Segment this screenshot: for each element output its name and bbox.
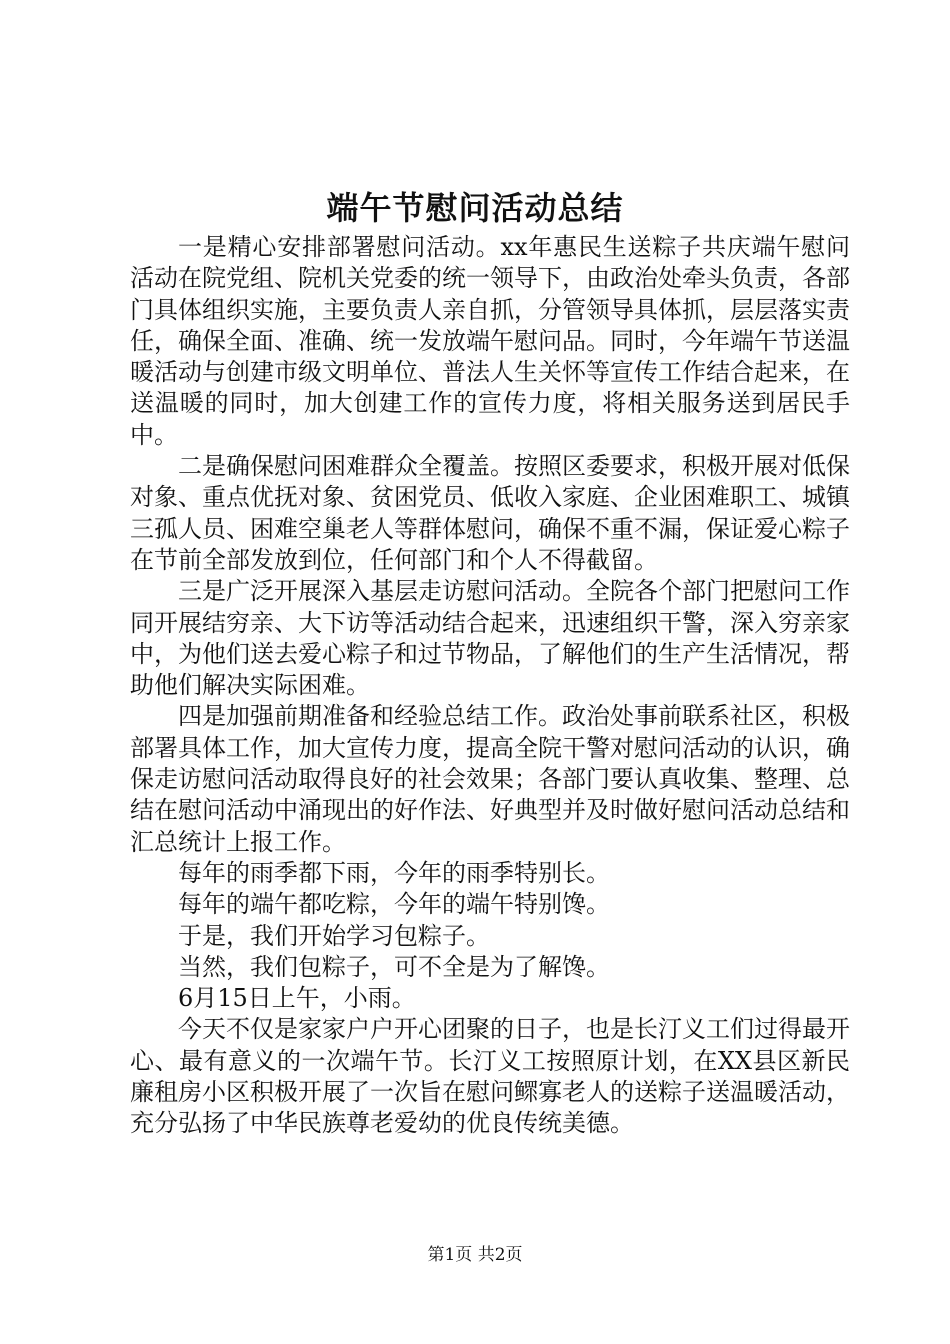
paragraph-4: 四是加强前期准备和经验总结工作。政治处事前联系社区，积极部署具体工作，加大宣传力度，提高全院干警对慰问活动的认识，确保走访慰问活动取得良好的社会效果；各部门要认真收集、整理、总结在慰问活动中涌现出的好作法、好典型并及时做好慰问活动总结和汇总统计上报工作。	[130, 702, 850, 856]
paragraph-7: 于是，我们开始学习包粽子。	[178, 921, 490, 950]
document-body	[130, 232, 850, 1140]
paragraph-8: 当然，我们包粽子，可不全是为了解馋。	[178, 952, 610, 981]
paragraph-2: 二是确保慰问困难群众全覆盖。按照区委要求，积极开展对低保对象、重点优抚对象、贫困党员、低收入家庭、企业困难职工、城镇三孤人员、困难空巢老人等群体慰问，确保不重不漏，保证爱心粽子在节前全部发放到位，任何部门和个人不得截留。	[130, 452, 850, 574]
paragraph-1: 一是精心安排部署慰问活动。xx年惠民生送粽子共庆端午慰问活动在院党组、院机关党委的统一领导下，由政治处牵头负责，各部门具体组织实施，主要负责人亲自抓，分管领导具体抓，层层落实责任，确保全面、准确、统一发放端午慰问品。同时，今年端午节送温暖活动与创建市级文明单位、普法人生关怀等宣传工作结合起来，在送温暖的同时，加大创建工作的宣传力度，将相关服务送到居民手中。	[130, 233, 850, 449]
paragraph-5: 每年的雨季都下雨，今年的雨季特别长。	[178, 858, 610, 887]
paragraph-10: 今天不仅是家家户户开心团聚的日子，也是长汀义工们过得最开心、最有意义的一次端午节。长汀义工按照原计划，在XX县区新民廉租房小区积极开展了一次旨在慰问鳏寡老人的送粽子送温暖活动，充分弘扬了中华民族尊老爱幼的优良传统美德。	[130, 1015, 850, 1138]
paragraph-9: 6月15日上午，小雨。	[178, 984, 416, 1013]
page-footer: 第1页 共2页	[427, 1245, 523, 1265]
paragraph-3: 三是广泛开展深入基层走访慰问活动。全院各个部门把慰问工作同开展结穷亲、大下访等活动结合起来，迅速组织干警，深入穷亲家中，为他们送去爱心粽子和过节物品，了解他们的生产生活情况，帮助他们解决实际困难。	[130, 577, 850, 700]
document-title: 端午节慰问活动总结	[326, 189, 624, 227]
paragraph-6: 每年的端午都吃粽，今年的端午特别馋。	[178, 890, 610, 919]
